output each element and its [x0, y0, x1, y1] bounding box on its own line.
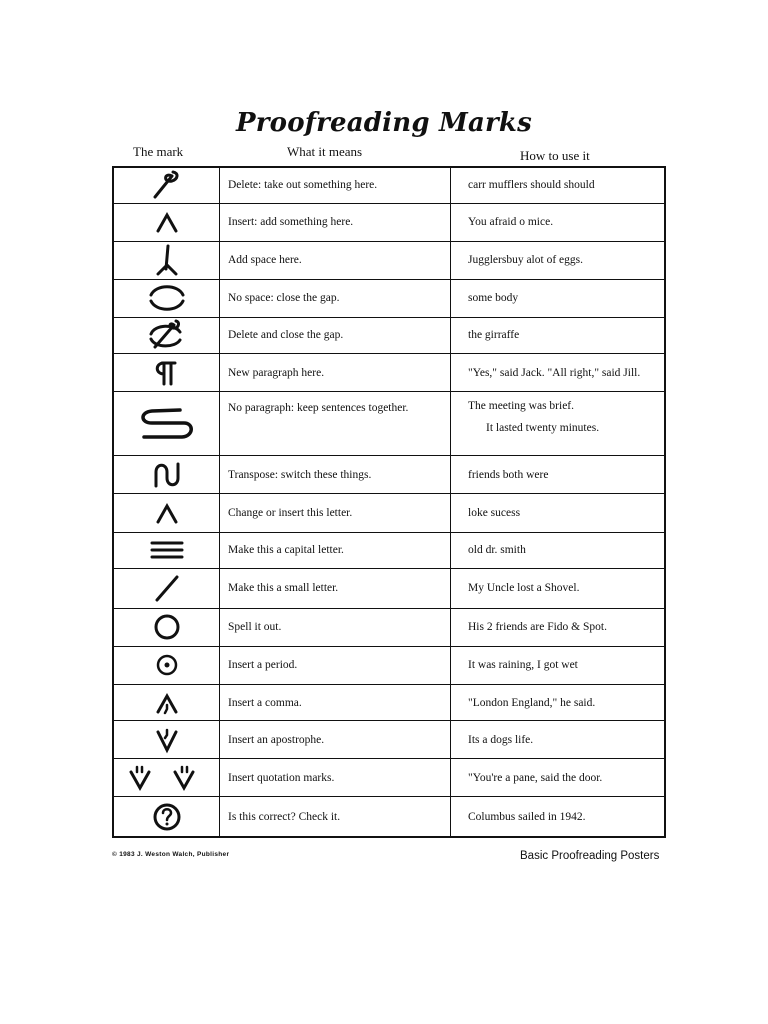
usage-line: It lasted twenty minutes. — [486, 422, 600, 435]
caret-insert-icon — [152, 209, 182, 235]
mark-cell — [113, 392, 220, 456]
table-row — [113, 759, 665, 797]
publisher-credit: © 1983 J. Weston Walch, Publisher — [112, 851, 230, 858]
usage-cell: old dr. smith — [451, 532, 666, 568]
transpose-icon — [150, 460, 184, 490]
period-icon — [153, 651, 181, 679]
column-header-meaning: What it means — [287, 144, 363, 159]
quotation-icon — [127, 763, 207, 793]
meaning-cell: No space: close the gap. — [220, 279, 451, 317]
delete-mark-icon — [147, 169, 187, 201]
usage-cell: Jugglersbuy alot of eggs. — [451, 241, 666, 279]
table-row — [113, 203, 665, 241]
table-row — [113, 797, 665, 837]
mark-cell — [113, 456, 220, 494]
meaning-cell: Insert a comma. — [220, 684, 451, 720]
table-row — [113, 354, 665, 392]
mark-cell — [113, 568, 220, 608]
usage-cell: some body — [451, 279, 666, 317]
mark-cell — [113, 646, 220, 684]
meaning-cell: No paragraph: keep sentences together. — [220, 392, 451, 456]
mark-cell — [113, 203, 220, 241]
delete-close-icon — [145, 319, 189, 351]
table-row — [113, 279, 665, 317]
mark-cell — [113, 608, 220, 646]
meaning-cell: Is this correct? Check it. — [220, 797, 451, 837]
table-row — [113, 684, 665, 720]
usage-cell: Columbus sailed in 1942. — [451, 797, 666, 837]
capital-letter-icon — [147, 538, 187, 562]
table-row — [113, 532, 665, 568]
mark-cell — [113, 167, 220, 203]
table-row — [113, 392, 665, 456]
mark-cell — [113, 684, 220, 720]
meaning-cell: Insert a period. — [220, 646, 451, 684]
table-row — [113, 317, 665, 353]
usage-cell: friends both were — [451, 456, 666, 494]
meaning-cell: Add space here. — [220, 241, 451, 279]
usage-cell: You afraid o mice. — [451, 203, 666, 241]
usage-cell: His 2 friends are Fido & Spot. — [451, 608, 666, 646]
mark-cell — [113, 317, 220, 353]
meaning-cell: Insert an apostrophe. — [220, 721, 451, 759]
usage-cell: "You're a pane, said the door. — [451, 759, 666, 797]
meaning-cell: Delete: take out something here. — [220, 167, 451, 203]
meaning-cell: New paragraph here. — [220, 354, 451, 392]
paragraph-icon — [150, 358, 184, 388]
table-row — [113, 646, 665, 684]
table-row — [113, 608, 665, 646]
mark-cell — [113, 241, 220, 279]
usage-cell: "London England," he said. — [451, 684, 666, 720]
column-header-usage: How to use it — [520, 148, 590, 163]
proofreading-marks-table — [112, 166, 666, 838]
meaning-cell: Change or insert this letter. — [220, 494, 451, 532]
mark-cell — [113, 721, 220, 759]
usage-cell: My Uncle lost a Shovel. — [451, 568, 666, 608]
page-title: Proofreading Marks — [236, 108, 532, 138]
column-header-mark: The mark — [133, 144, 184, 159]
usage-cell — [451, 392, 666, 456]
mark-cell — [113, 494, 220, 532]
usage-cell: "Yes," said Jack. "All right," said Jill. — [451, 354, 666, 392]
mark-cell — [113, 532, 220, 568]
mark-cell — [113, 759, 220, 797]
usage-cell: carr mufflers should should — [451, 167, 666, 203]
meaning-cell: Make this a capital letter. — [220, 532, 451, 568]
usage-line: The meeting was brief. — [468, 400, 575, 413]
meaning-cell: Transpose: switch these things. — [220, 456, 451, 494]
apostrophe-icon — [152, 725, 182, 755]
mark-cell — [113, 279, 220, 317]
usage-cell: loke sucess — [451, 494, 666, 532]
series-title: Basic Proofreading Posters — [520, 850, 660, 862]
meaning-cell: Insert: add something here. — [220, 203, 451, 241]
table-row — [113, 456, 665, 494]
meaning-cell: Spell it out. — [220, 608, 451, 646]
table-row — [113, 494, 665, 532]
usage-cell: Its a dogs life. — [451, 721, 666, 759]
mark-cell — [113, 797, 220, 837]
mark-cell — [113, 354, 220, 392]
change-letter-icon — [152, 500, 182, 526]
add-space-icon — [152, 243, 182, 277]
table-row — [113, 568, 665, 608]
usage-cell: It was raining, I got wet — [451, 646, 666, 684]
meaning-cell: Insert quotation marks. — [220, 759, 451, 797]
table-row — [113, 721, 665, 759]
spell-out-icon — [151, 611, 183, 643]
table-row — [113, 241, 665, 279]
meaning-cell: Make this a small letter. — [220, 568, 451, 608]
meaning-cell: Delete and close the gap. — [220, 317, 451, 353]
small-letter-icon — [151, 572, 183, 604]
close-gap-icon — [146, 282, 188, 314]
question-circle-icon — [151, 801, 183, 833]
usage-cell: the girraffe — [451, 317, 666, 353]
comma-icon — [152, 688, 182, 718]
no-paragraph-icon — [134, 406, 200, 442]
table-row — [113, 167, 665, 203]
